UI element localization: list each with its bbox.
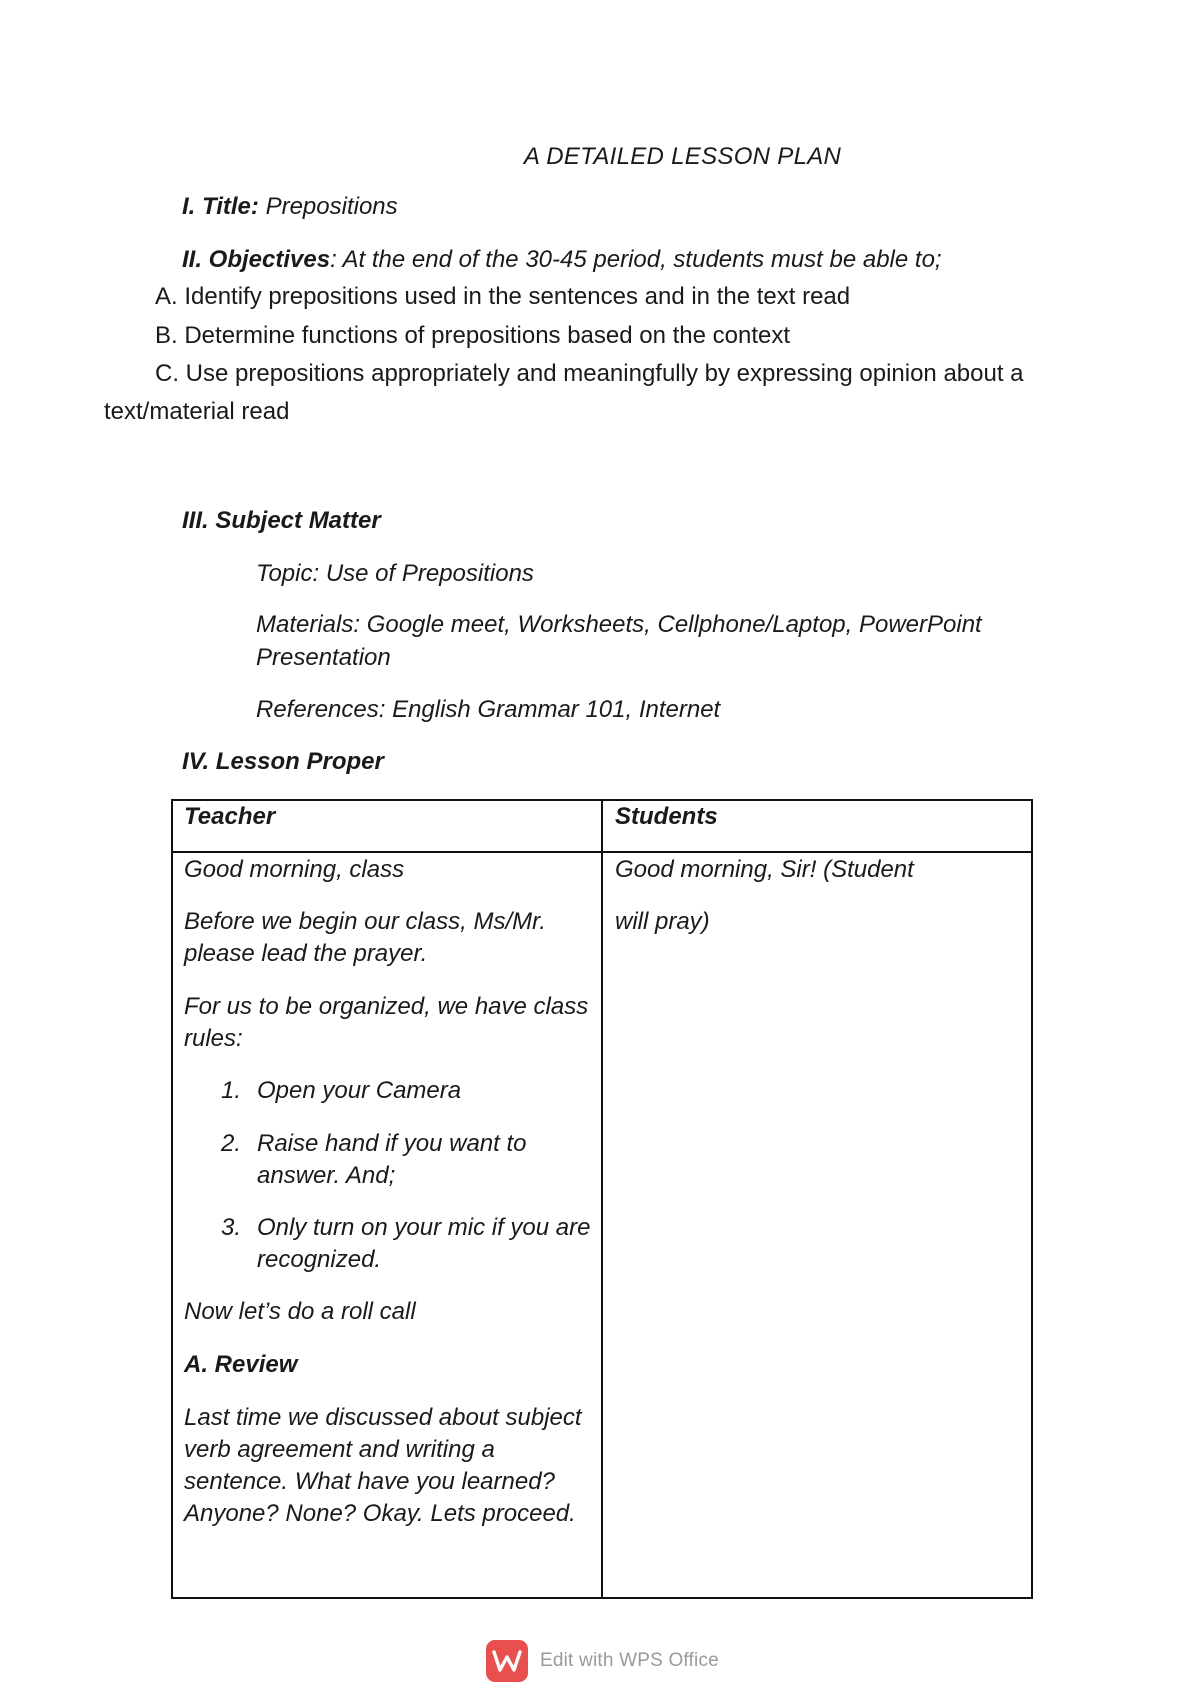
students-response-line-continued: will pray) bbox=[615, 908, 710, 935]
wps-edit-badge[interactable] bbox=[486, 1640, 719, 1682]
subject-references: References: English Grammar 101, Internet bbox=[256, 696, 721, 723]
objective-item-a: A. Identify prepositions used in the sentences and in the text read bbox=[155, 283, 851, 310]
review-line: verb agreement and writing a bbox=[184, 1436, 495, 1463]
review-line: sentence. What have you learned? bbox=[184, 1468, 555, 1495]
review-heading: A. Review bbox=[184, 1351, 298, 1378]
rule-item: Only turn on your mic if you are bbox=[257, 1214, 591, 1241]
rule-item-continued: recognized. bbox=[257, 1246, 382, 1273]
table-header-students: Students bbox=[615, 803, 718, 830]
section-subject-matter-heading: III. Subject Matter bbox=[182, 507, 381, 534]
table-header-divider bbox=[173, 851, 1031, 853]
wps-edit-label: Edit with WPS Office bbox=[540, 1650, 719, 1671]
document-title: A DETAILED LESSON PLAN bbox=[523, 143, 842, 170]
rule-number: 3. bbox=[221, 1214, 242, 1241]
table-header-teacher: Teacher bbox=[184, 803, 276, 830]
section-objectives-heading: II. Objectives bbox=[182, 246, 331, 273]
subject-materials: Materials: Google meet, Worksheets, Cellphone/Laptop, PowerPoint bbox=[256, 611, 982, 638]
objective-item-b: B. Determine functions of prepositions based on the context bbox=[155, 322, 791, 349]
section-objectives-line bbox=[182, 246, 942, 274]
section-title-heading: I. Title: bbox=[182, 193, 259, 220]
teacher-greeting: Good morning, class bbox=[184, 856, 405, 883]
section-title-line bbox=[182, 193, 398, 221]
wps-logo-icon bbox=[486, 1640, 528, 1682]
rule-item-continued: answer. And; bbox=[257, 1162, 396, 1189]
teacher-rules-intro: For us to be organized, we have class bbox=[184, 993, 589, 1020]
teacher-roll-call: Now let’s do a roll call bbox=[184, 1298, 416, 1325]
section-lesson-proper-heading: IV. Lesson Proper bbox=[182, 748, 384, 775]
table-column-divider bbox=[601, 801, 603, 1597]
review-line: Last time we discussed about subject bbox=[184, 1404, 582, 1431]
review-line: Anyone? None? Okay. Lets proceed. bbox=[184, 1500, 576, 1527]
teacher-rules-intro-continued: rules: bbox=[184, 1025, 243, 1052]
objective-item-c-continued: text/material read bbox=[104, 398, 290, 425]
rule-number: 1. bbox=[221, 1077, 242, 1104]
rule-item: Raise hand if you want to bbox=[257, 1130, 527, 1157]
rule-item: Open your Camera bbox=[257, 1077, 462, 1104]
rule-number: 2. bbox=[221, 1130, 242, 1157]
subject-topic: Topic: Use of Prepositions bbox=[256, 560, 534, 587]
students-response-line: Good morning, Sir! (Student bbox=[615, 856, 914, 883]
teacher-prayer-line: Before we begin our class, Ms/Mr. bbox=[184, 908, 546, 935]
subject-materials-continued: Presentation bbox=[256, 644, 391, 671]
lesson-table bbox=[171, 799, 1033, 1599]
section-title-value: Prepositions bbox=[265, 193, 398, 220]
objective-item-c: C. Use prepositions appropriately and meaningfully by expressing opinion about a bbox=[155, 360, 1024, 387]
teacher-prayer-line-continued: please lead the prayer. bbox=[184, 940, 428, 967]
section-objectives-intro: : At the end of the 30-45 period, students must be able to; bbox=[330, 246, 942, 273]
